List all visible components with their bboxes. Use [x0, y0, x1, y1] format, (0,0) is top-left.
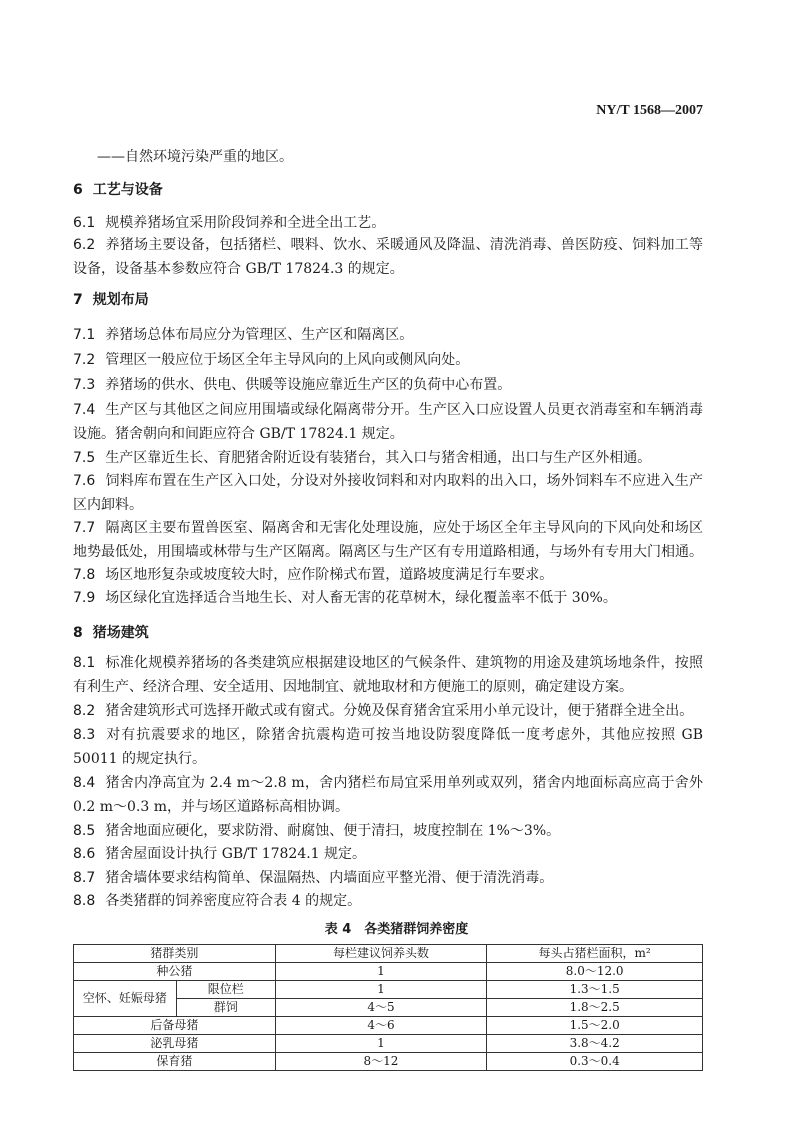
table-row: [74, 1035, 703, 1053]
header-cell: 猪群类别: [74, 945, 276, 963]
clause-7-3: 7.3 养猪场的供水、供电、供暖等设施应靠近生产区的负荷中心布置。: [73, 377, 512, 393]
area-cell: 3.8～4.2: [487, 1035, 703, 1053]
area-cell: 1.8～2.5: [487, 999, 703, 1017]
standard-number-header: NY/T 1568—2007: [596, 103, 703, 118]
category-cell: 保育猪: [74, 1053, 276, 1071]
lead-item: ——自然环境污染严重的地区。: [97, 149, 293, 165]
clause-8-6: 8.6 猪舍屋面设计执行 GB/T 17824.1 规定。: [73, 846, 367, 862]
clause-6-1: 6.1 规模养猪场宜采用阶段饲养和全进全出工艺。: [73, 215, 386, 231]
table-row: [74, 1053, 703, 1071]
clause-8-1: 8.1 标准化规模养猪场的各类建筑应根据建设地区的气候条件、建筑物的用途及建筑场地条件，按照有利生产、经济合理、安全适用、因地制宜、就地取材和方便施工的原则，确定建设方案。: [73, 655, 703, 695]
table-row: [74, 1017, 703, 1035]
heads-cell: 1: [275, 981, 487, 999]
subcategory-cell: 群饲: [176, 999, 275, 1017]
category-cell: 后备母猪: [74, 1017, 276, 1035]
category-cell: 种公猪: [74, 963, 276, 981]
heads-cell: 8～12: [275, 1053, 487, 1071]
clause-7-9: 7.9 场区绿化宜选择适合当地生长、对人畜无害的花草树木，绿化覆盖率不低于 30%。: [73, 590, 617, 606]
clause-7-4: 7.4 生产区与其他区之间应用围墙或绿化隔离带分开。生产区入口应设置人员更衣消毒室和车辆消毒设施。猪舍朝向和间距应符合 GB/T 17824.1 规定。: [73, 402, 703, 442]
stocking-density-table: [73, 944, 703, 1071]
section-7-heading: 7 规划布局: [73, 292, 149, 308]
table-header-row: [74, 945, 703, 963]
clause-8-7: 8.7 猪舍墙体要求结构简单、保温隔热、内墙面应平整光滑、便于清洗消毒。: [73, 870, 554, 886]
heads-cell: 4～5: [275, 999, 487, 1017]
clause-7-7: 7.7 隔离区主要布置兽医室、隔离舍和无害化处理设施，应处于场区全年主导风向的下风向处和场区地势最低处，用围墙或林带与生产区隔离。隔离区与生产区有专用道路相通，与场外有专用大门相通。: [73, 520, 703, 560]
clause-7-5: 7.5 生产区靠近生长、育肥猪舍附近设有装猪台，其入口与猪舍相通，出口与生产区外相通。: [73, 450, 652, 466]
clause-8-2: 8.2 猪舍建筑形式可选择开敞式或有窗式。分娩及保育猪舍宜采用小单元设计，便于猪群全进全出。: [73, 703, 694, 719]
heads-cell: 1: [275, 1035, 487, 1053]
table-title: 表 4 各类猪群饲养密度: [324, 922, 469, 937]
table-row: [74, 963, 703, 981]
clause-7-1: 7.1 养猪场总体布局应分为管理区、生产区和隔离区。: [73, 327, 414, 343]
clause-7-6: 7.6 饲料库布置在生产区入口处，分设对外接收饲料和对内取料的出入口，场外饲料车不应进入生产区内卸料。: [73, 473, 703, 513]
area-cell: 1.5～2.0: [487, 1017, 703, 1035]
clause-7-2: 7.2 管理区一般应位于场区全年主导风向的上风向或侧风向处。: [73, 352, 470, 368]
clause-8-3: 8.3 对有抗震要求的地区，除猪舍抗震构造可按当地设防裂度降低一度考虑外，其他应按照 GB 50011 的规定执行。: [73, 727, 703, 767]
heads-cell: 1: [275, 963, 487, 981]
clause-8-8: 8.8 各类猪群的饲养密度应符合表 4 的规定。: [73, 893, 362, 909]
category-cell: 泌乳母猪: [74, 1035, 276, 1053]
clause-7-8: 7.8 场区地形复杂或坡度较大时，应作阶梯式布置，道路坡度满足行车要求。: [73, 567, 554, 583]
header-cell: 每头占猪栏面积，m²: [487, 945, 703, 963]
section-8-heading: 8 猪场建筑: [73, 625, 149, 641]
header-cell: 每栏建议饲养头数: [275, 945, 487, 963]
clause-6-2: 6.2 养猪场主要设备，包括猪栏、喂料、饮水、采暖通风及降温、清洗消毒、兽医防疫、饲料加工等设备，设备基本参数应符合 GB/T 17824.3 的规定。: [73, 237, 703, 277]
clause-8-4: 8.4 猪舍内净高宜为 2.4 m～2.8 m，舍内猪栏布局宜采用单列或双列，猪舍内地面标高应高于舍外 0.2 m～0.3 m，并与场区道路标高相协调。: [73, 775, 703, 815]
group-category-cell: 空怀、妊娠母猪: [74, 981, 177, 1017]
clause-8-5: 8.5 猪舍地面应硬化，要求防滑、耐腐蚀、便于清扫，坡度控制在 1%～3%。: [73, 823, 561, 839]
area-cell: 0.3～0.4: [487, 1053, 703, 1071]
subcategory-cell: 限位栏: [176, 981, 275, 999]
area-cell: 8.0～12.0: [487, 963, 703, 981]
heads-cell: 4～6: [275, 1017, 487, 1035]
area-cell: 1.3～1.5: [487, 981, 703, 999]
section-6-heading: 6 工艺与设备: [73, 182, 163, 198]
table-row: [74, 981, 703, 999]
